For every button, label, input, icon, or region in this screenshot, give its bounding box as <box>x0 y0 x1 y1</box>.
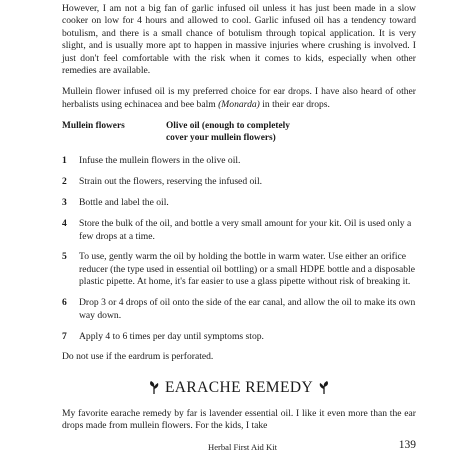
leaf-sprig-icon <box>319 381 329 395</box>
paragraph-garlic-oil: However, I am not a big fan of garlic infused oil unless it has just been made in a slow cooker on low for 4 hours and allowed to cool. Garlic infused oil has a tendency toward botulism, and there is a small chance of botulism through topical application. It is very slight, and is usually more apt to happen in massive injuries where crushing is involved. I just don't feel comfortable with the risk when it comes to kids, especially when other remedies are available. <box>62 3 416 77</box>
step-text: Infuse the mullein flowers in the olive oil. <box>79 155 241 167</box>
paragraph-mullein-text-end: in their ear drops. <box>259 98 330 110</box>
steps-list <box>62 155 416 342</box>
step-item <box>62 297 416 322</box>
step-item <box>62 155 416 167</box>
step-item <box>62 251 416 288</box>
step-text: Strain out the flowers, reserving the infused oil. <box>79 176 263 188</box>
ingredient-mullein-flowers: Mullein flowers <box>62 121 125 132</box>
step-item <box>62 331 416 343</box>
ingredients-header <box>62 121 416 144</box>
ingredient-olive-oil: Olive oil (enough to completely cover your mullein flowers) <box>166 121 290 143</box>
step-text: Drop 3 or 4 drops of oil onto the side of the ear canal, and allow the oil to make its own way down. <box>79 297 416 321</box>
step-text: Apply 4 to 6 times per day until symptoms stop. <box>79 330 264 342</box>
page-number: 139 <box>398 439 416 451</box>
step-item <box>62 218 416 243</box>
step-text: Store the bulk of the oil, and bottle a very small amount for your kit. Oil is used only a few drops at a time. <box>79 218 412 242</box>
step-number: 2 <box>62 176 67 188</box>
step-item <box>62 176 416 188</box>
paragraph-mullein-text-start: Mullein flower infused oil is my preferred choice for ear drops. I have also heard of other herbalists using echinacea and bee balm <box>62 86 416 110</box>
page-content <box>62 3 416 433</box>
step-number: 7 <box>62 330 67 342</box>
step-item <box>62 197 416 209</box>
step-number: 4 <box>62 218 67 230</box>
paragraph-earache-remedy: My favorite earache remedy by far is lavender essential oil. I like it even more than the ear drops made from mullein flowers. For the kids, I take <box>62 407 416 432</box>
running-footer-title: Herbal First Aid Kit <box>208 442 277 452</box>
step-number: 3 <box>62 197 67 209</box>
section-heading-text: EARACHE REMEDY <box>164 378 314 396</box>
paragraph-mullein-italic: (Monarda) <box>218 98 260 110</box>
step-number: 5 <box>62 251 67 263</box>
leaf-sprig-icon <box>149 381 159 395</box>
section-heading <box>62 379 416 397</box>
step-number: 1 <box>62 155 67 167</box>
step-text: To use, gently warm the oil by holding the bottle in warm water. Use either an orifice reducer (the type used in essential oil bottling) or a small HDPE bottle and a disposable plastic pipette. At home, it's far easier to use a glass pipette without risk of breaking it. <box>79 251 415 288</box>
step-text: Bottle and label the oil. <box>79 197 169 209</box>
paragraph-mullein-oil <box>62 86 416 111</box>
eardrum-warning: Do not use if the eardrum is perforated. <box>62 351 214 363</box>
step-number: 6 <box>62 297 67 309</box>
